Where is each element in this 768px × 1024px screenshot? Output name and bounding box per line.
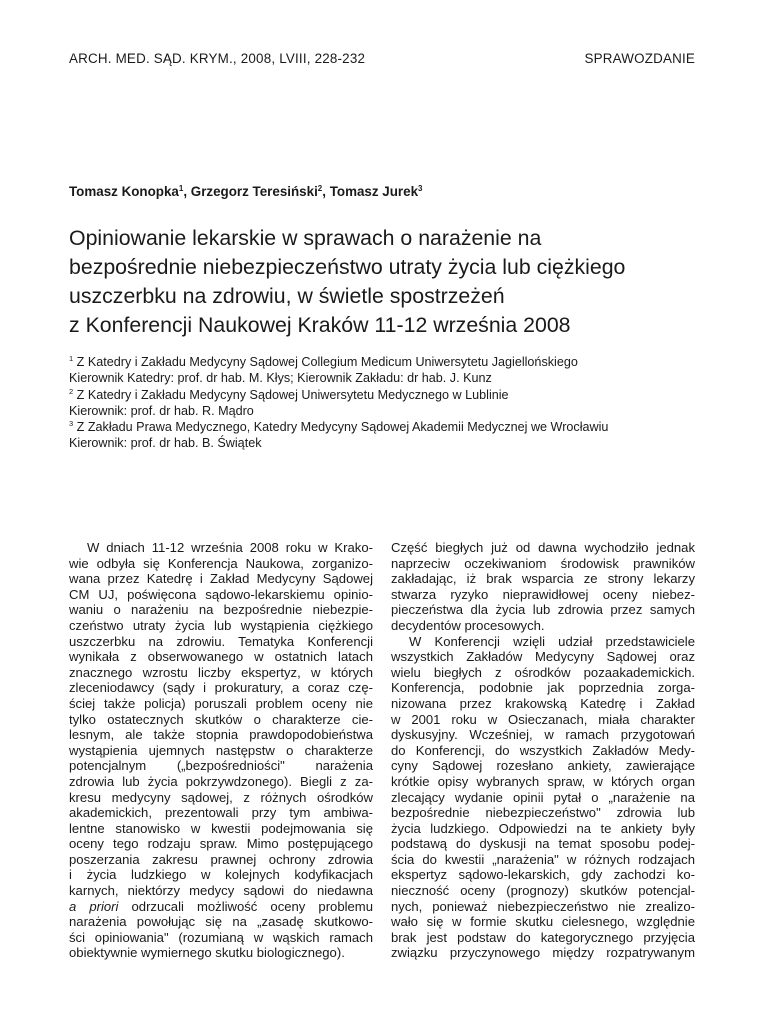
body-text-line: CM UJ, poświęcona sądowo-lekarskiemu opinio- bbox=[69, 586, 373, 602]
affiliation-mark: 1 bbox=[69, 354, 74, 363]
body-text-line: Konferencja, podobnie jak poprzednia zorga- bbox=[391, 680, 695, 696]
body-text-line: oceny tego rodzaju spraw. Mimo postępującego bbox=[69, 836, 373, 852]
body-text-line: cyny Sądowej rozesłano ankiety, zawierające bbox=[391, 758, 695, 774]
body-text-line: uszczerbku na zdrowiu. Tematyka Konferencji bbox=[69, 633, 373, 649]
article-title bbox=[69, 224, 709, 340]
body-text-line: bezpośrednie niebezpieczeństwo" zdrowia lub bbox=[391, 805, 695, 821]
body-text-line: obiektywnie wymiernego skutku biologicznego). bbox=[69, 945, 345, 961]
title-line: Opiniowanie lekarskie w sprawach o narażenie na bbox=[69, 226, 542, 250]
body-text-line: potencjalnym („bezpośredniości" narażenia bbox=[69, 758, 373, 774]
body-text-line: ścia do kwestii „narażenia" w różnych rodzajach bbox=[391, 851, 695, 867]
affiliation-line bbox=[69, 387, 709, 403]
body-text-line: poszerzania zakresu prawnej ochrony zdrowia bbox=[69, 851, 373, 867]
affiliation-line bbox=[69, 354, 709, 370]
affiliation-line bbox=[69, 370, 709, 386]
body-text-line: wszystkich Zakładów Medycyny Sądowej oraz bbox=[391, 649, 695, 665]
affiliation-text: Kierownik: prof. dr hab. R. Mądro bbox=[69, 403, 254, 418]
body-text-line: dyskusyjny. Wcześniej, w ramach przygotowań bbox=[391, 727, 695, 743]
title-line: uszczerbku na zdrowiu, w świetle spostrzeżeń bbox=[69, 284, 505, 308]
body-text-line: wana przez Katedrę i Zakład Medycyny Sądowej bbox=[69, 571, 373, 587]
body-text-line: nizowana przez krakowską Katedrę i Zakład bbox=[391, 695, 695, 711]
body-text-line: czeństwo utraty życia lub wystąpienia ciężkiego bbox=[69, 617, 373, 633]
body-text-line: pieczeństwa dla życia lub zdrowia przez samych bbox=[391, 602, 695, 618]
body-column-right bbox=[391, 540, 695, 961]
author-affiliation-mark: 1 bbox=[178, 184, 184, 193]
body-text-line: narażenia powołując się na „zasadę skutkowo- bbox=[69, 914, 373, 930]
affiliation-mark: 3 bbox=[69, 419, 74, 429]
body-text-line: lentne stanowisko w kwestii podejmowania się bbox=[69, 820, 373, 836]
body-text-line: kresu medycyny sądowej, z różnych ośrodków bbox=[69, 789, 373, 805]
body-text-line: wielu biegłych z ośrodków pozaakademickich. bbox=[391, 664, 695, 680]
body-column-left bbox=[69, 540, 373, 961]
title-line: bezpośrednie niebezpieczeństwo utraty życia lub ciężkiego bbox=[69, 255, 626, 279]
affiliation-line bbox=[69, 435, 709, 451]
body-text-line: wynikała z obserwowanego w ostatnich latach bbox=[69, 649, 373, 665]
body-text-line: stwarza ryzyko nieprawidłowej oceny niebez- bbox=[391, 586, 695, 602]
author-name: Grzegorz Teresiński bbox=[190, 184, 318, 199]
body-text-line: nieczność oceny (prognozy) skutków potencjal- bbox=[391, 883, 695, 899]
body-text-line: tylko ostatecznych skutków o charakterze cie- bbox=[69, 711, 373, 727]
author-list: Tomasz Konopka$^1$, Grzegorz Teresiński$^2$, Tomasz Jurek$^3$ bbox=[69, 184, 423, 199]
body-text-line: związku przyczynowego między rozpatrywanym bbox=[391, 945, 695, 961]
body-text-line: Część biegłych już od dawna wychodziło jednak bbox=[391, 540, 695, 555]
body-text-line: wie odbyła się Konferencja Naukowa, zorganizo- bbox=[69, 555, 373, 571]
title-line: z Konferencji Naukowej Kraków 11-12 września 2008 bbox=[69, 313, 571, 337]
body-text-line: i życia ludzkiego w kolejnych kodyfikacjach bbox=[69, 867, 373, 883]
body-text-line: W dniach 11-12 września 2008 roku w Krako- bbox=[87, 540, 373, 555]
affiliation-line bbox=[69, 403, 709, 419]
body-text-line: zlecający wydanie opinii pytał o „narażenie na bbox=[391, 789, 695, 805]
body-text-fragment: odrzucali możliwość oceny problemu bbox=[118, 898, 373, 914]
affiliation-text: Z Katedry i Zakładu Medycyny Sądowej Uniwersytetu Medycznego w Lublinie bbox=[76, 387, 509, 402]
body-text-line: brak jest podstaw do kategorycznego przyjęcia bbox=[391, 929, 695, 945]
affiliation-mark: 2 bbox=[69, 386, 74, 396]
body-text-line: waniu o narażeniu na bezpośrednie niebezpie- bbox=[69, 602, 373, 618]
body-text-line: życia ludzkiego. Odpowiedzi na te ankiety były bbox=[391, 820, 695, 836]
body-text-line: w 2001 roku w Osieczanach, miała charakter bbox=[391, 711, 695, 727]
body-text-line: zdrowia lub życia pokrzywdzonego). Biegli z za- bbox=[69, 773, 373, 789]
affiliations bbox=[69, 354, 709, 452]
body-text-line: krótkie opisy wybranych spraw, w których organ bbox=[391, 773, 695, 789]
author-affiliation-mark: 2 bbox=[317, 184, 323, 193]
running-header-journal: ARCH. MED. SĄD. KRYM., 2008, LVIII, 228-232 bbox=[69, 51, 366, 66]
body-text-line: zleceniodawcy (sądy i prokuratury, a coraz czę- bbox=[69, 680, 373, 696]
italic-phrase: a priori bbox=[69, 898, 119, 914]
affiliation-text: Kierownik: prof. dr hab. B. Świątek bbox=[69, 436, 262, 451]
body-text-line: ści opiniowania" (rozumianą w wąskich ramach bbox=[69, 929, 373, 945]
author-name: Tomasz Jurek bbox=[329, 184, 419, 199]
body-text-line: karnych, niektórzy medycy sądowi do niedawna bbox=[69, 883, 373, 899]
affiliation-text: Z Zakładu Prawa Medycznego, Katedry Medycyny Sądowej Akademii Medycznej we Wrocławiu bbox=[76, 420, 609, 435]
author-name: Tomasz Konopka bbox=[69, 184, 179, 199]
body-text-line: podstawą do dyskusji na temat sposobu podej- bbox=[391, 836, 695, 852]
body-text-line: decydentów procesowych. bbox=[391, 617, 545, 633]
affiliation-text: Kierownik Katedry: prof. dr hab. M. Kłys; Kierownik Zakładu: dr hab. J. Kunz bbox=[69, 371, 492, 386]
body-text-line: W Konferencji wzięli udział przedstawiciele bbox=[409, 633, 695, 649]
body-text-line: ekspertyz sądowo-lekarskich, gdy zachodzi ko- bbox=[391, 867, 695, 883]
affiliation-text: Z Katedry i Zakładu Medycyny Sądowej Collegium Medicum Uniwersytetu Jagiellońskiego bbox=[76, 355, 578, 369]
body-text-line: wało się w formie skutku cielesnego, względnie bbox=[391, 914, 695, 930]
body-text-line: do Konferencji, do wszystkich Zakładów Medy- bbox=[391, 742, 695, 758]
affiliation-line bbox=[69, 419, 709, 435]
body-text-line: wystąpienia ujemnych następstw o charakterze bbox=[69, 742, 373, 758]
body-text-line: naprzeciw oczekiwaniom środowisk prawników bbox=[391, 555, 695, 571]
author-affiliation-mark: 3 bbox=[418, 184, 423, 193]
body-text-line: znacznego wzrostu liczby ekspertyz, w których bbox=[69, 664, 373, 680]
running-header-section: SPRAWOZDANIE bbox=[584, 51, 695, 66]
body-text-line: nych, ponieważ niebezpieczeństwo nie zrealizo- bbox=[391, 898, 695, 914]
body-text-line bbox=[69, 899, 373, 915]
body-text-line: akademickich, prezentowali przy tym ambiwa- bbox=[69, 805, 373, 821]
body-text-line: ściej także policja) poruszali problem oceny nie bbox=[69, 695, 373, 711]
body-text-line: zakładając, iż brak wsparcia ze strony lekarzy bbox=[391, 571, 695, 587]
body-text-line: lesnym, ale także stopnia prawdopodobieństwa bbox=[69, 727, 373, 743]
